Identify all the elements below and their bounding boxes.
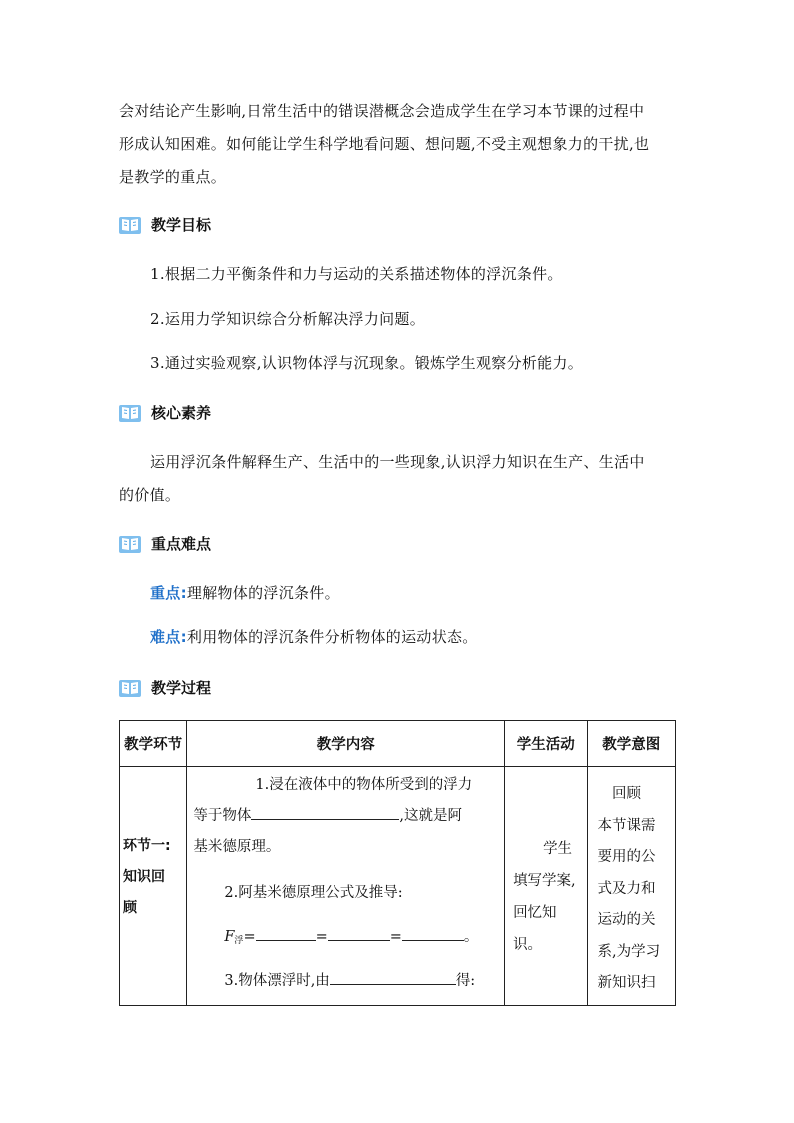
answer-blank[interactable] xyxy=(330,970,456,985)
intro-line: 是教学的重点。 xyxy=(119,168,227,186)
intent-line: 式及力和 xyxy=(597,880,656,897)
answer-blank[interactable] xyxy=(328,926,390,941)
answer-blank[interactable] xyxy=(251,805,399,820)
stage-line: 环节一: xyxy=(123,838,171,854)
section-title: 核心素养 xyxy=(151,403,212,422)
stage-line: 顾 xyxy=(123,900,137,916)
question-line xyxy=(193,804,462,825)
section-heading-goals xyxy=(119,212,211,236)
formula-operator: = xyxy=(243,929,256,945)
activity-line: 学生 xyxy=(543,841,573,857)
question-line xyxy=(224,969,475,990)
formula-line xyxy=(224,925,478,946)
activity-cell xyxy=(505,767,587,1006)
intent-line: 系,为学习 xyxy=(597,943,661,960)
question-line: 基米德原理。 xyxy=(193,839,281,855)
section-title: 教学过程 xyxy=(151,678,212,697)
open-book-icon xyxy=(119,403,141,422)
answer-blank[interactable] xyxy=(256,926,316,941)
question-text: 得: xyxy=(455,973,476,989)
section-heading-key-points xyxy=(119,531,211,555)
formula-operator: = xyxy=(389,929,402,945)
table-row xyxy=(120,767,676,1006)
question-text: 3.物体漂浮时,由 xyxy=(224,973,330,989)
section-heading-literacy xyxy=(119,400,211,424)
goal-item: 1.根据二力平衡条件和力与运动的关系描述物体的浮沉条件。 xyxy=(150,265,563,283)
goal-item: 2.运用力学知识综合分析解决浮力问题。 xyxy=(150,310,426,328)
intent-line: 要用的公 xyxy=(597,849,656,865)
section-heading-process xyxy=(119,675,211,699)
difficult-point-line xyxy=(150,621,680,654)
difficult-text: 利用物体的浮沉条件分析物体的运动状态。 xyxy=(186,628,478,646)
intro-line: 会对结论产生影响,日常生活中的错误潜概念会造成学生在学习本节课的过程中 xyxy=(119,102,645,120)
stage-cell xyxy=(120,767,187,1006)
question-line: 2.阿基米德原理公式及推导: xyxy=(224,885,403,901)
answer-blank[interactable] xyxy=(402,926,464,941)
intro-line: 形成认知困难。如何能让学生科学地看问题、想问题,不受主观想象力的干扰,也 xyxy=(119,135,650,153)
section-title: 重点难点 xyxy=(151,534,212,553)
open-book-icon xyxy=(119,678,141,697)
content-cell xyxy=(187,767,505,1006)
formula-symbol: F xyxy=(224,929,235,945)
key-label: 重点: xyxy=(150,584,187,602)
key-text: 理解物体的浮沉条件。 xyxy=(186,584,340,602)
question-line: 1.浸在液体中的物体所受到的浮力 xyxy=(255,777,473,793)
table-header: 学生活动 xyxy=(505,721,587,767)
formula-operator: = xyxy=(315,929,328,945)
section-title: 教学目标 xyxy=(151,215,212,234)
open-book-icon xyxy=(119,534,141,553)
table-header-row xyxy=(120,721,676,767)
intent-cell xyxy=(587,767,676,1006)
activity-line: 填写学案, xyxy=(513,873,576,889)
key-point-line xyxy=(150,577,680,610)
difficult-label: 难点: xyxy=(150,628,187,646)
literacy-line: 的价值。 xyxy=(119,486,181,504)
goal-item: 3.通过实验观察,认识物体浮与沉现象。锻炼学生观察分析能力。 xyxy=(150,354,584,372)
formula-subscript: 浮 xyxy=(234,936,244,946)
table-header: 教学环节 xyxy=(120,721,187,767)
activity-line: 回忆知识。 xyxy=(513,905,557,953)
literacy-line: 运用浮沉条件解释生产、生活中的一些现象,认识浮力知识在生产、生活中 xyxy=(150,453,645,471)
formula-operator: 。 xyxy=(463,929,479,945)
intent-line: 运动的关 xyxy=(597,912,656,928)
intro-paragraph xyxy=(119,95,679,194)
intent-line: 新知识扫 xyxy=(597,975,656,991)
literacy-paragraph xyxy=(119,446,679,512)
question-text: 等于物体 xyxy=(193,808,252,824)
intent-line: 回顾 xyxy=(597,786,641,802)
intent-line: 本节课需 xyxy=(597,817,656,834)
teaching-process-table xyxy=(119,720,676,1006)
open-book-icon xyxy=(119,215,141,234)
table-header: 教学意图 xyxy=(587,721,676,767)
question-text: ,这就是阿 xyxy=(399,808,462,824)
stage-line: 知识回 xyxy=(123,869,165,885)
table-header: 教学内容 xyxy=(187,721,505,767)
